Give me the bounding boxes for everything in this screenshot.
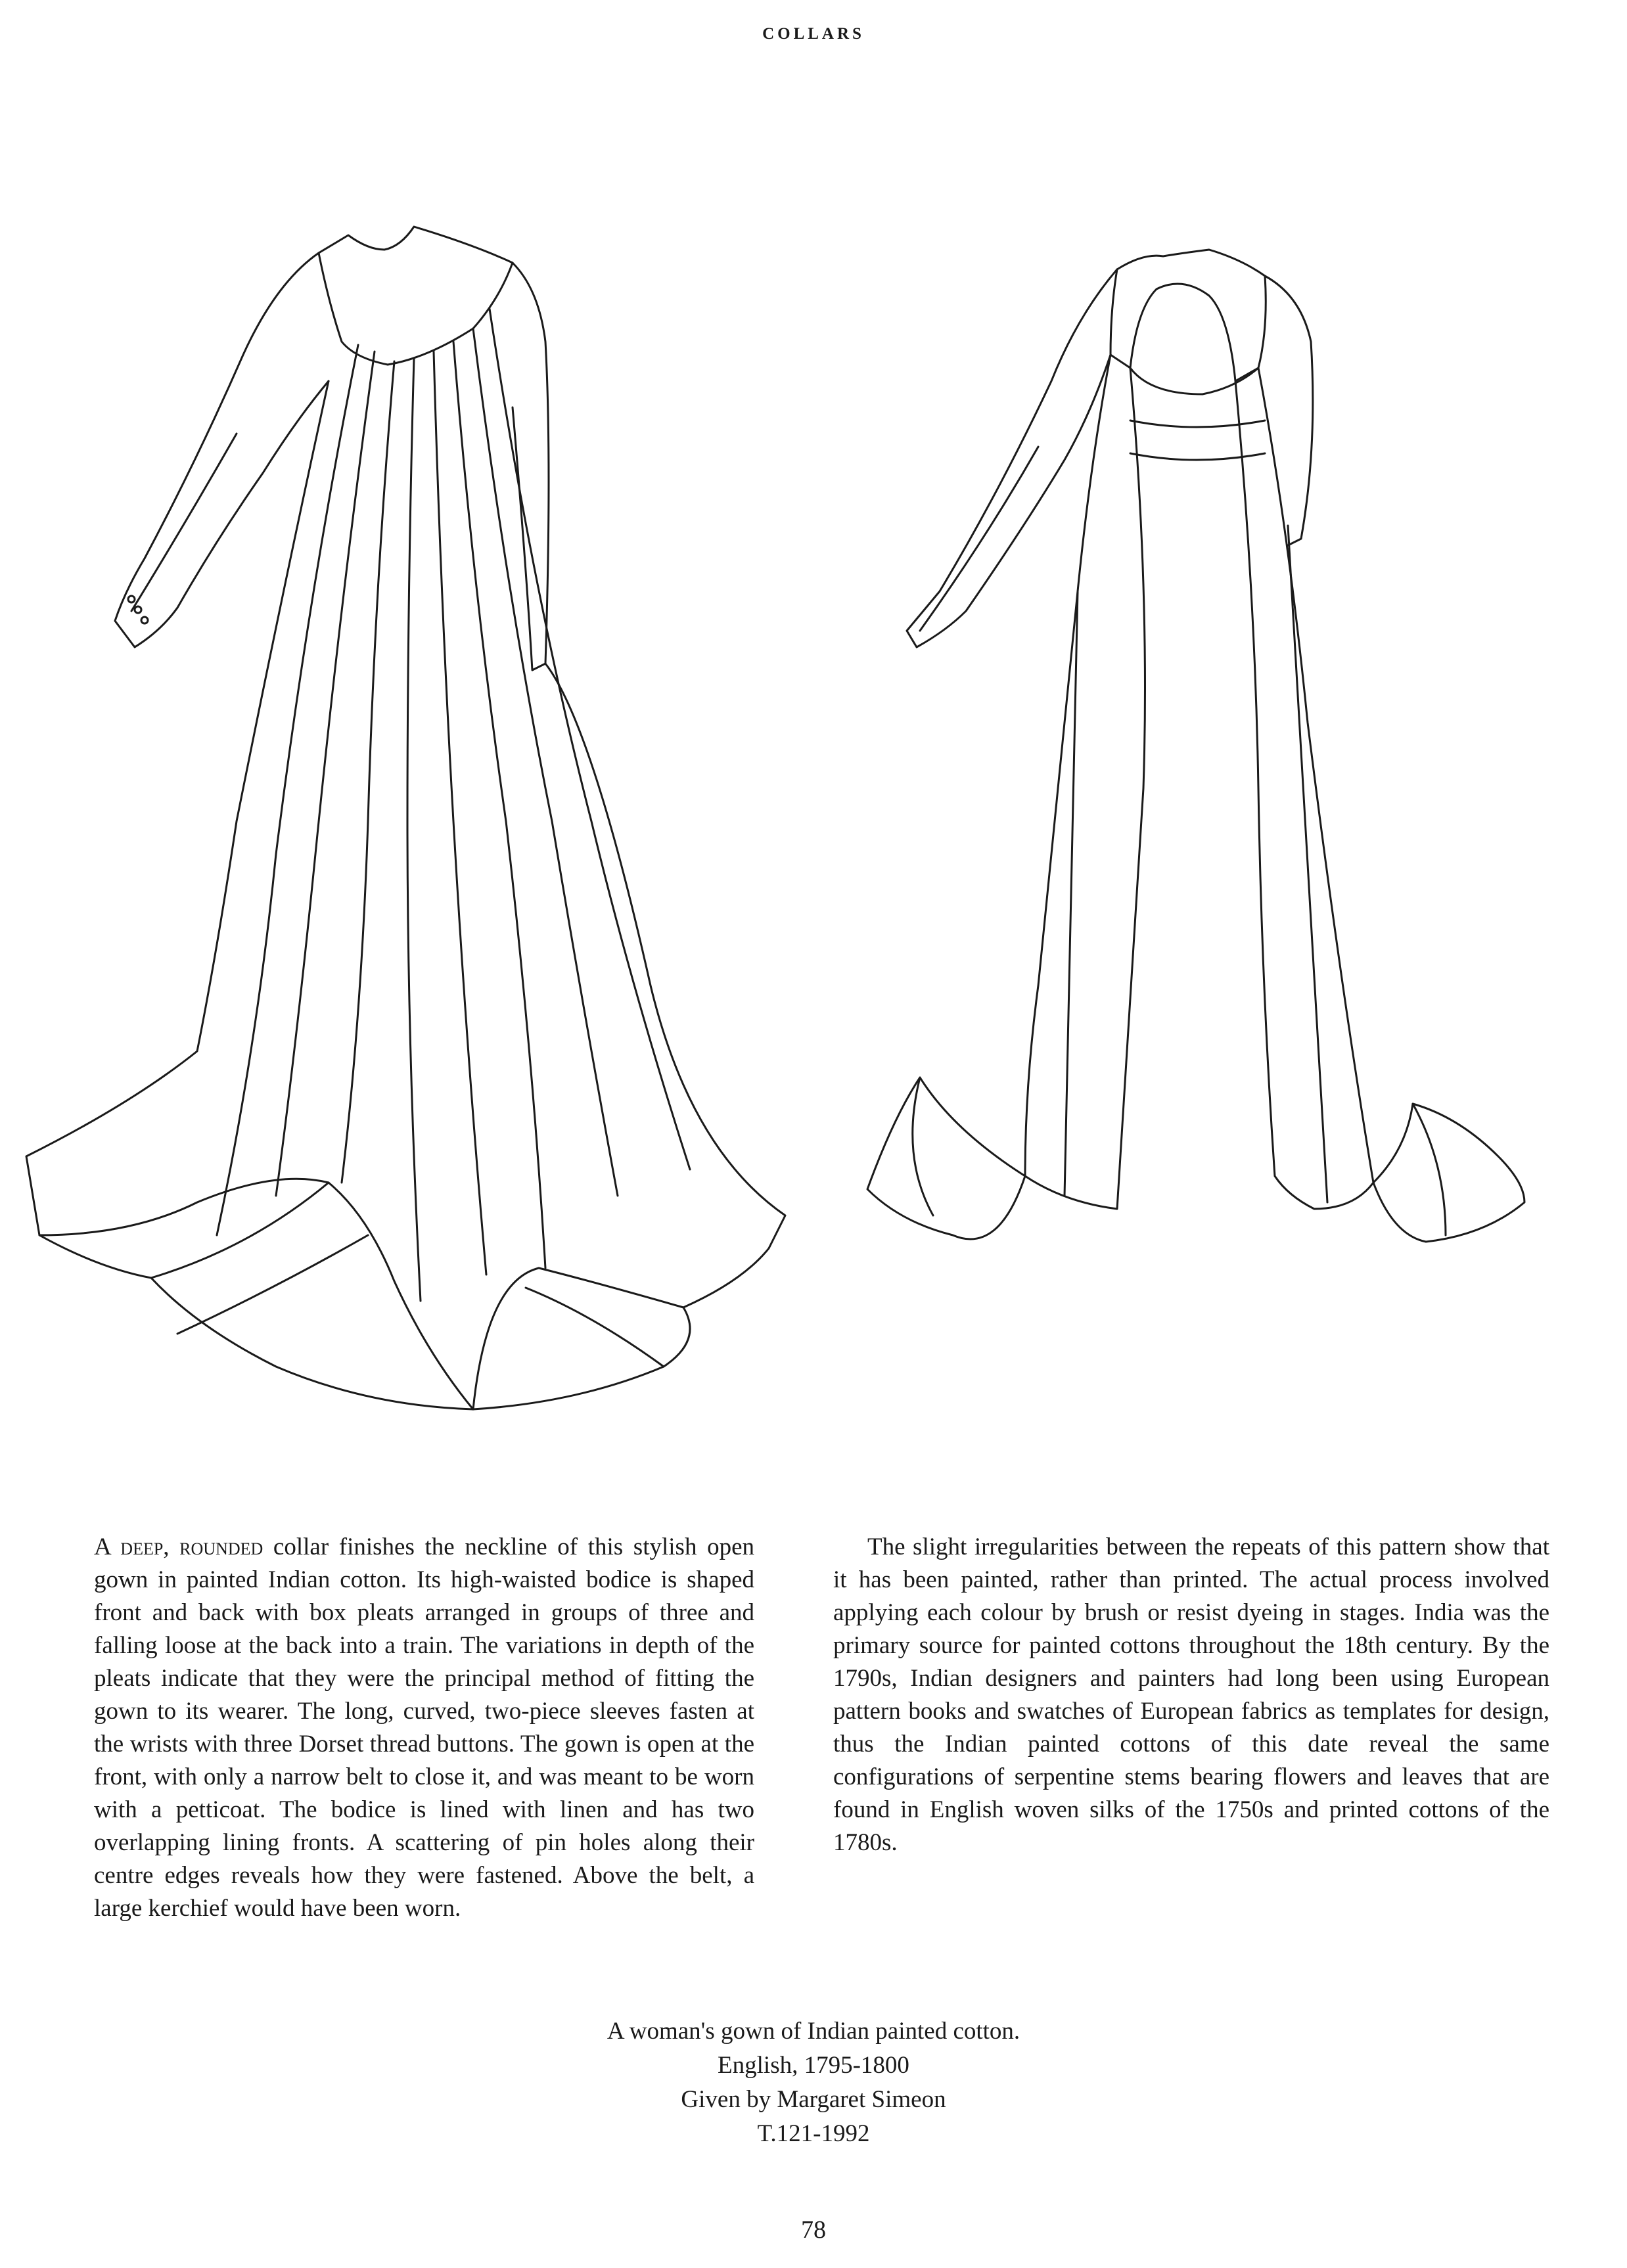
gown-front-view-drawing [867, 250, 1524, 1242]
caption-title: A woman's gown of Indian painted cotton. [607, 2018, 1020, 2045]
gown-back-view-drawing [26, 227, 785, 1409]
gown-illustrations [0, 197, 1627, 1445]
caption-museum-number: T.121-1992 [757, 2120, 870, 2147]
caption-origin-date: English, 1795-1800 [718, 2052, 909, 2079]
left-column-text: collar finishes the neckline of this stylish open gown in painted Indian cotton. Its high-waisted bodice is shaped front and back with box pleats arranged in groups of three and falling loose at the back into a train. The variations in depth of the pleats indicate that they were the principal method of fitting the gown to its wearer. The long, curved, two-piece sleeves fasten at the wrists with three Dorset thread buttons. The gown is open at the front, with only a narrow belt to close it, and was meant to be worn with a petticoat. The bodice is lined with linen and has two overlapping lining fronts. A scattering of pin holes along their centre edges reveals how they were fastened. Above the belt, a large kerchief would have been worn. [94, 1533, 754, 1922]
lead-in-small-caps: A deep, rounded [94, 1533, 264, 1560]
caption-credit: Given by Margaret Simeon [681, 2086, 946, 2113]
page-number: 78 [801, 2216, 826, 2244]
running-head: COLLARS [762, 25, 865, 43]
body-text-right-column: The slight irregularities between the repeats of this pattern show that it has been painted, rather than printed. The actual process involved applying each colour by brush or resist dyeing in stages. India was the primary source for painted cottons throughout the 18th century. By the 1790s, Indian designers and painters had long been using European pattern books and swatches of European fabrics as templates for design, thus the Indian painted cottons of this date reveal the same configurations of serpentine stems bearing flowers and leaves that are found in English woven silks of the 1750s and printed cottons of the 1780s. [833, 1533, 1549, 1856]
figure-caption [0, 2014, 1627, 2151]
body-text-left-column [94, 1531, 754, 1925]
